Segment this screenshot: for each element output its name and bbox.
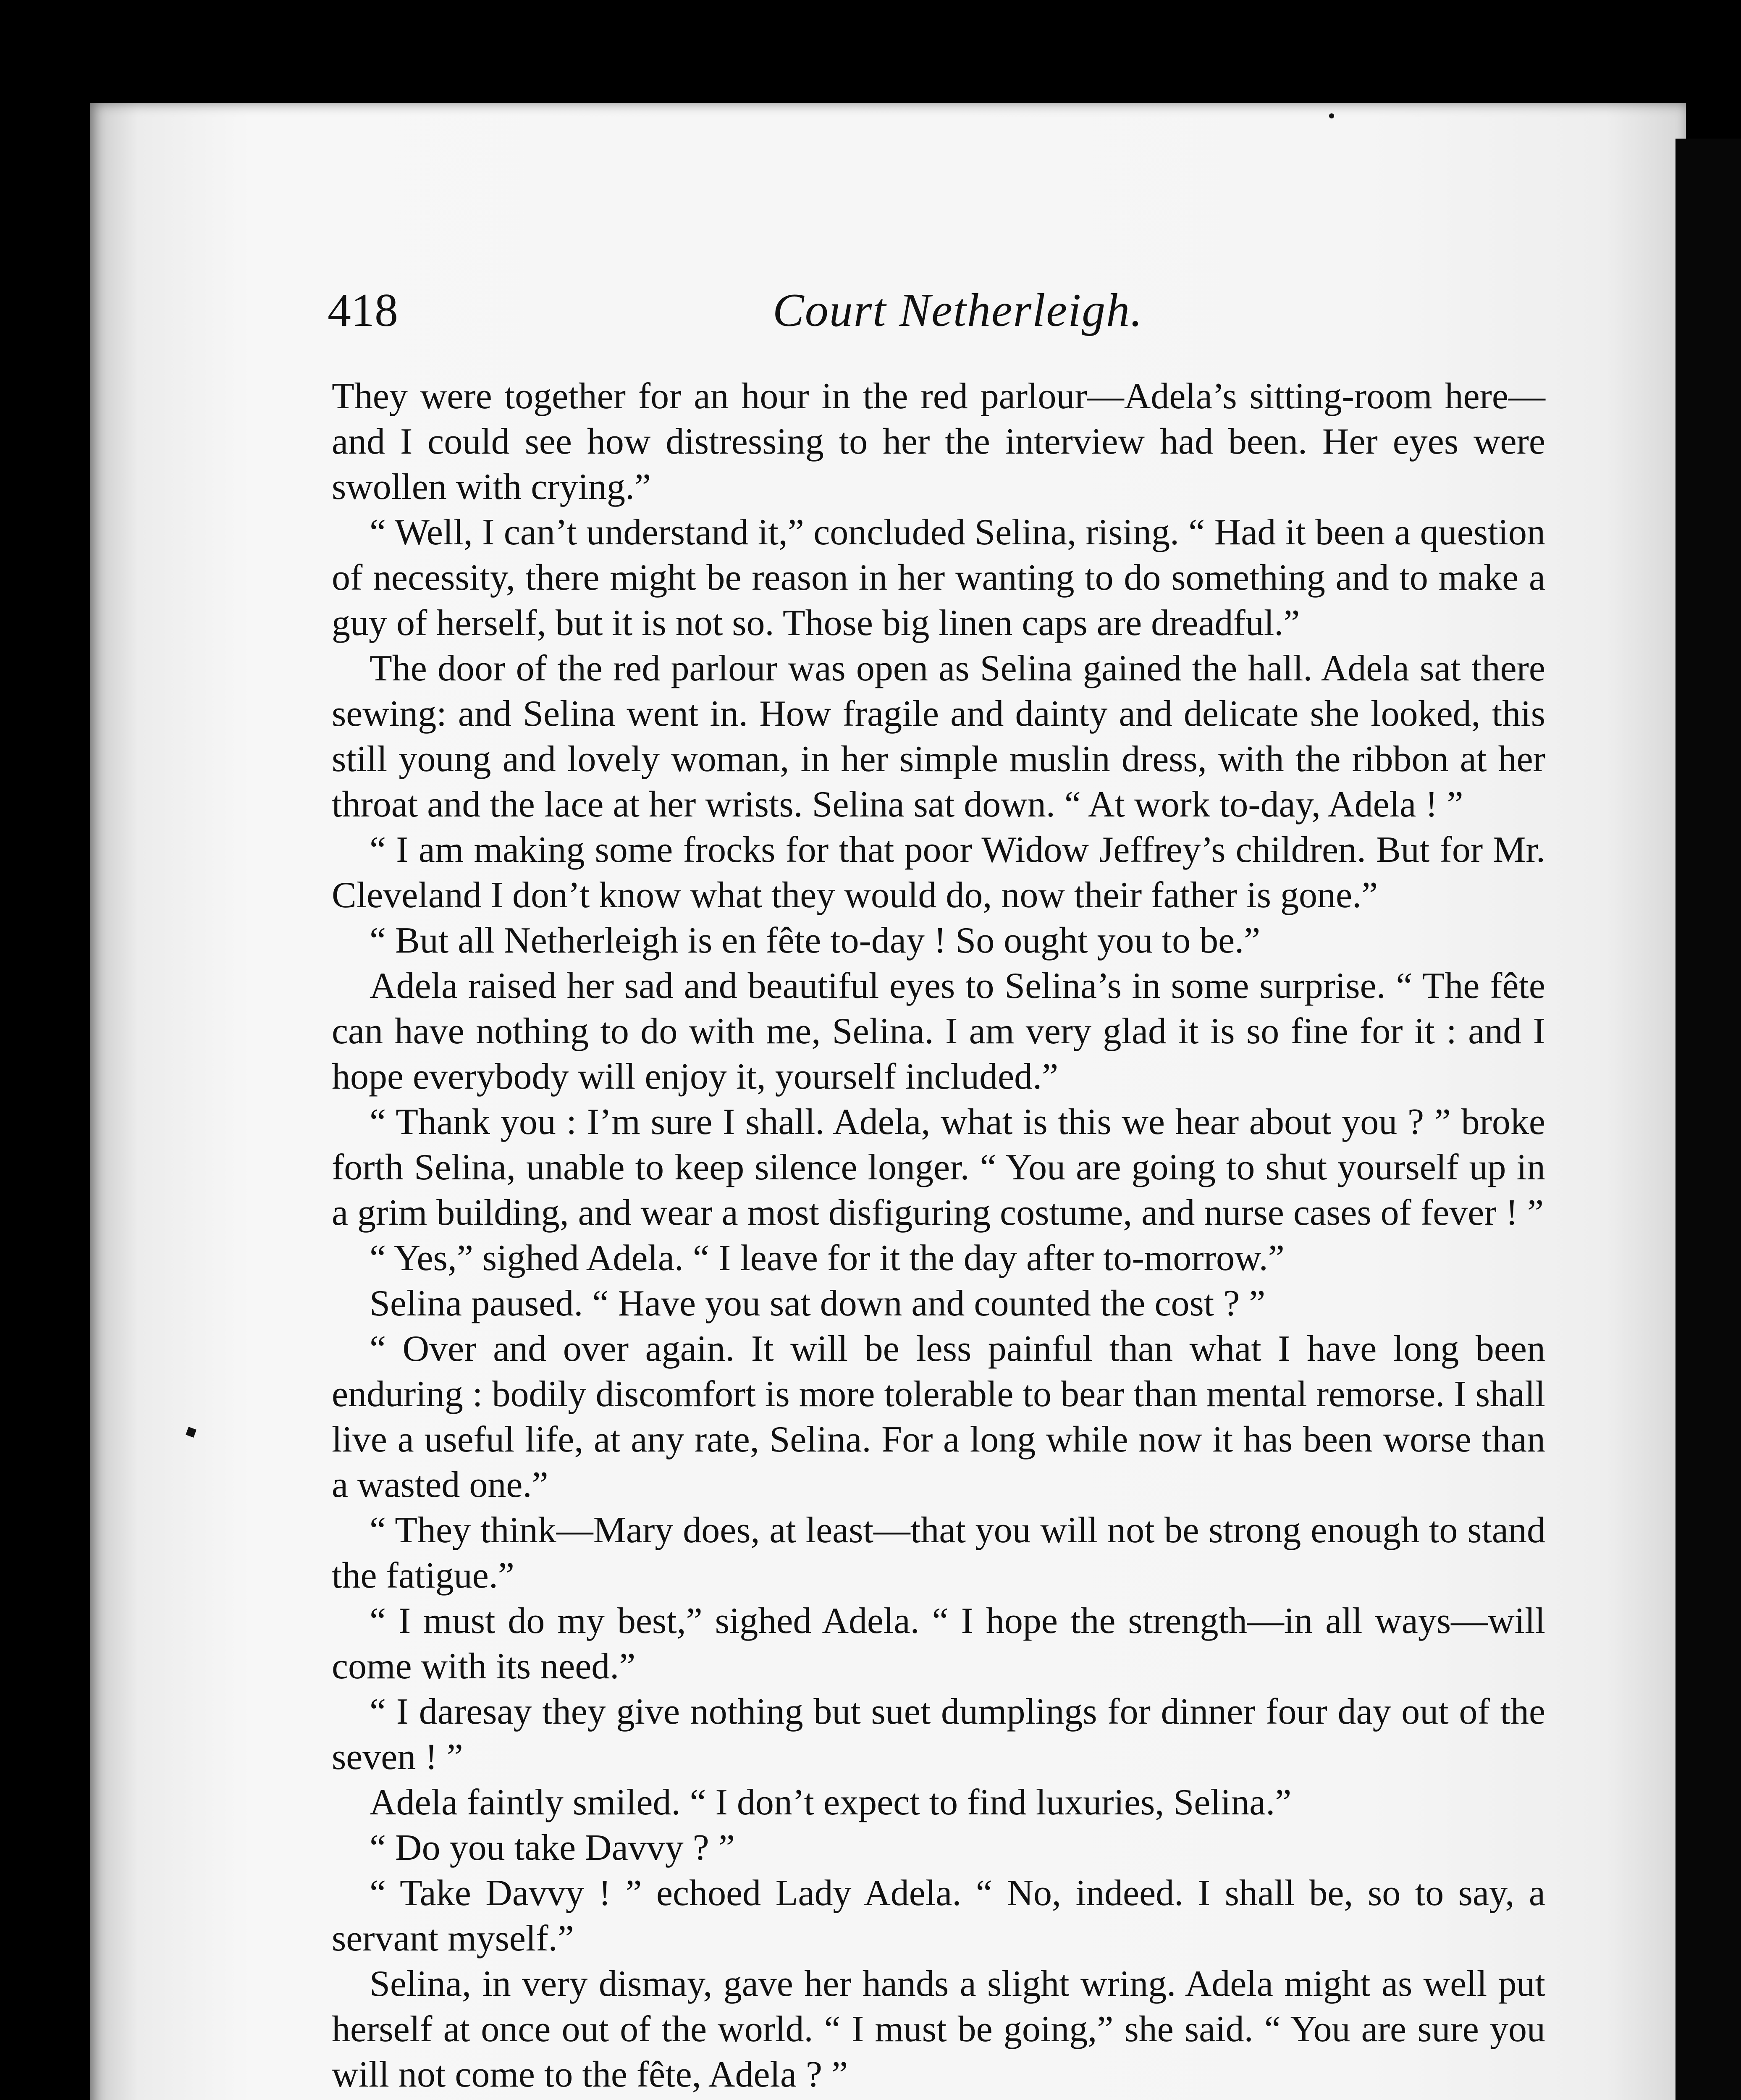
paragraph-7: “ Thank you : I’m sure I shall. Adela, what is this we hear about you ? ” broke forth Selina, unable to keep silence longer. “ You are going to shut yourself up in a grim building, and wear a most disfiguring costume, and nurse cases of fever ! ” bbox=[332, 1102, 1545, 1233]
paragraph-14: Adela faintly smiled. “ I don’t expect to find luxuries, Selina.” bbox=[370, 1782, 1292, 1823]
paragraph-10: “ Over and over again. It will be less painful than what I have long been enduring : bodily discomfort is more tolerable to bear than mental remorse. I shall live a useful life, at any rate, Selina. For a long while now it has been worse than a wasted one.” bbox=[332, 1328, 1545, 1505]
paragraph-3: The door of the red parlour was open as Selina gained the hall. Adela sat there sewing: and Selina went in. How fragile and dainty and delicate she looked, this still young and lovely woman, in her simple muslin dress, with the ribbon at her throat and the lace at her wrists. Selina sat down. “ At work to-day, Adela ! ” bbox=[332, 648, 1545, 825]
paragraph-6: Adela raised her sad and beautiful eyes to Selina’s in some surprise. “ The fête can have nothing to do with me, Selina. I am very glad it is so fine for it : and I hope everybody will enjoy it, yourself included.” bbox=[332, 966, 1545, 1097]
paragraph-13: “ I daresay they give nothing but suet dumplings for dinner four day out of the seven ! ” bbox=[332, 1691, 1545, 1777]
binding-shadow bbox=[1675, 139, 1741, 2100]
paragraph-9: Selina paused. “ Have you sat down and counted the cost ? ” bbox=[370, 1283, 1266, 1324]
paragraph-8: “ Yes,” sighed Adela. “ I leave for it the day after to-morrow.” bbox=[370, 1238, 1285, 1278]
page-text bbox=[332, 374, 1545, 2100]
paragraph-1: They were together for an hour in the red parlour—Adela’s sitting-room here—and I could see how distressing to her the interview had been. Her eyes were swollen with crying.” bbox=[332, 376, 1545, 507]
paper-speck bbox=[1329, 113, 1334, 118]
paragraph-17: Selina, in very dismay, gave her hands a slight wring. Adela might as well put herself at once out of the world. “ I must be going,” she said. “ You are sure you will not come to the fête, Adela ? ” bbox=[332, 1964, 1545, 2095]
paragraph-4: “ I am making some frocks for that poor Widow Jeffrey’s children. But for Mr. Cleveland I don’t know what they would do, now their father is gone.” bbox=[332, 830, 1545, 916]
page-number: 418 bbox=[328, 284, 398, 336]
paragraph-16: “ Take Davvy ! ” echoed Lady Adela. “ No, indeed. I shall be, so to say, a servant myself.” bbox=[332, 1873, 1545, 1959]
paragraph-18 bbox=[332, 2097, 1545, 2100]
paragraph-15: “ Do you take Davvy ? ” bbox=[370, 1827, 735, 1868]
page-header bbox=[328, 284, 1554, 342]
paragraph-5: “ But all Netherleigh is en fête to-day ! So ought you to be.” bbox=[370, 920, 1261, 961]
paragraph-2: “ Well, I can’t understand it,” concluded Selina, rising. “ Had it been a question of necessity, there might be reason in her wanting to do something and to make a guy of herself, but it is not so. Those big linen caps are dreadful.” bbox=[332, 512, 1545, 643]
paragraph-11: “ They think—Mary does, at least—that you will not be strong enough to stand the fatigue.” bbox=[332, 1510, 1545, 1596]
paragraph-12: “ I must do my best,” sighed Adela. “ I hope the strength—in all ways—will come with its need.” bbox=[332, 1601, 1545, 1687]
running-head: Court Netherleigh. bbox=[773, 284, 1143, 336]
